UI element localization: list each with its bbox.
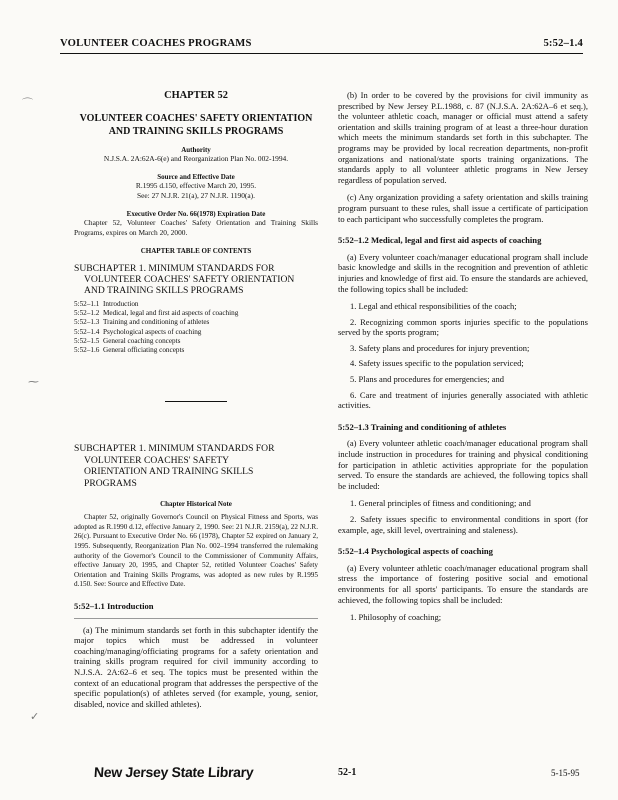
subchapter-title-line1: SUBCHAPTER 1. MINIMUM STANDARDS FOR [74,443,275,455]
section-divider [165,401,227,402]
chapter-title [74,112,318,138]
source-line1: R.1995 d.150, effective March 20, 1995. [135,181,257,190]
toc-subchapter-line1: SUBCHAPTER 1. MINIMUM STANDARDS FOR [74,263,275,274]
toc-item[interactable] [74,337,318,346]
subchapter-title-line4: PROGRAMS [84,477,137,489]
section-1-1-para-c: (c) Any organization providing a safety orientation and skills training program pursuant to these rules, shall issue a certificate of participation to each participant who successfully completes the program. [338,192,588,224]
section-rule [74,618,318,619]
running-header-section: 5:52–1.4 [543,38,583,49]
section-1-3-para-a: (a) Every volunteer athletic coach/manager educational program shall include instruction in procedures for training and physical conditioning for participation in athletic activities appropriate for the population served. To ensure the standards are achieved, the following topics shall be included: [338,438,588,491]
toc-subchapter-line2: VOLUNTEER COACHES' SAFETY ORIENTATION [84,274,295,285]
section-1-2-para-a: (a) Every volunteer coach/manager educational program shall include basic knowledge and skills in the recognition and prevention of athletic injuries and knowledge of first aid. To ensure the standards are achieved, the following topics shall be included: [338,251,588,294]
toc-item-title: Introduction [103,300,139,308]
list-item: 5. Plans and procedures for emergencies; and [350,374,504,385]
toc-subchapter-title [74,263,318,296]
toc-item[interactable] [74,309,318,318]
toc-item[interactable] [74,328,318,337]
toc-item-number: 5:52–1.3 [74,318,100,327]
page-number: 52-1 [338,767,357,778]
page-date: 5-15-95 [551,768,580,778]
eo-label: Executive Order No. 66(1978) Expiration Date [126,210,266,218]
section-heading-1-1: 5:52–1.1 Introduction [74,600,154,611]
historical-note-text: Chapter 52, originally Governor's Council on Physical Fitness and Sports, was adopted as R.1990 d.12, effective January 2, 1990. See: 21 N.J.R. 2159(a), 22 N.J.R. 26(c). Pursuant to Executive Order No. 66 (1978), Chapter 52 expired on January 2, 1995. Subsequently, Reorganization Plan No. 002–1994 transferred the rulemaking authority of the Governor's Council to the Commissioner of Community Affairs, effective January 20, 1995, and Chapter 52, retitled Volunteer Coaches' Safety Orientation and Training Skills Programs, was adopted as new rules by R.1995 d.150. See: Source and Effective Date. [74,513,318,589]
header-rule [60,53,583,54]
left-column [74,90,318,716]
margin-mark-icon: ⁓ [28,376,39,388]
authority-label: Authority [181,146,211,154]
toc-item-number: 5:52–1.4 [74,327,100,336]
section-heading-1-4: 5:52–1.4 Psychological aspects of coaching [338,546,493,557]
toc-item-title: Medical, legal and first aid aspects of coaching [103,309,239,318]
toc-list [74,300,318,355]
section-1-4-para-a: (a) Every volunteer athletic coach/manager educational program shall stress the importance of fostering positive social and emotional environments for all sports' participants. To ensure the standards are achieved, the following topics shall be included: [338,562,588,605]
list-item: 6. Care and treatment of injuries generally associated with athletic activities. [338,389,588,411]
list-item: 2. Recognizing common sports injuries specific to the populations served by the sports program; [338,316,588,338]
running-header [60,38,583,49]
section-heading-1-3: 5:52–1.3 Training and conditioning of athletes [338,421,507,432]
right-column [338,90,588,628]
toc-item[interactable] [74,318,318,327]
chapter-number: CHAPTER 52 [164,90,228,101]
source-label: Source and Effective Date [157,173,235,181]
toc-item-title: Psychological aspects of coaching [103,327,202,336]
eo-text: Chapter 52, Volunteer Coaches' Safety Orientation and Training Skills Programs, expires on March 20, 2000. [74,218,318,237]
margin-mark-icon: ⌒ [22,98,33,110]
toc-item[interactable] [74,346,318,355]
toc-item-number: 5:52–1.5 [74,336,100,345]
section-heading-1-2: 5:52–1.2 Medical, legal and first aid aspects of coaching [338,235,542,246]
section-1-1-para-b: (b) In order to be covered by the provisions for civil immunity as prescribed by New Jersey P.L.1988, c. 87 (N.J.S.A. 2A:62A–6 et seq.), the volunteer athletic coach, manager or official must attend a safety orientation and skills training program of at least a three-hour duration which meets the minimum standards set forth in this subchapter. The programs may be provided by local recreation departments, non-profit organizations and national/state sports training organizations. The standards apply to all volunteer athletic programs in New Jersey regardless of population served. [338,90,588,185]
list-item: 1. General principles of fitness and conditioning; and [350,498,531,509]
toc-heading: CHAPTER TABLE OF CONTENTS [140,247,252,255]
historical-note-label: Chapter Historical Note [160,500,232,509]
list-item: 3. Safety plans and procedures for injury prevention; [350,342,530,353]
chapter-title-line1: VOLUNTEER COACHES' SAFETY ORIENTATION [79,113,313,124]
toc-item-title: General coaching concepts [103,336,181,345]
toc-item-number: 5:52–1.6 [74,346,100,355]
subchapter-title [74,443,318,489]
toc-item-title: General officiating concepts [103,346,185,355]
authority-text: N.J.S.A. 2A:62A-6(e) and Reorganization Plan No. 002-1994. [103,154,289,163]
subchapter-title-line3: ORIENTATION AND TRAINING SKILLS [84,466,254,478]
source-line2: See: 27 N.J.R. 21(a), 27 N.J.R. 1190(a). [137,191,255,200]
list-item: 2. Safety issues specific to environmental conditions in sport (for example, age, skill level, overtraining and staleness). [338,514,588,535]
chapter-title-line2: AND TRAINING SKILLS PROGRAMS [108,126,284,137]
toc-item[interactable] [74,300,318,309]
toc-subchapter-line3: AND TRAINING SKILLS PROGRAMS [84,285,244,296]
toc-item-number: 5:52–1.2 [74,309,100,318]
subchapter-title-line2: VOLUNTEER COACHES' SAFETY [84,454,230,466]
list-item: 4. Safety issues specific to the population serviced; [350,358,524,369]
library-stamp: New Jersey State Library [93,764,254,780]
toc-item-number: 5:52–1.1 [74,300,100,308]
list-item: 1. Philosophy of coaching; [350,612,442,623]
running-header-title: VOLUNTEER COACHES PROGRAMS [60,38,252,49]
list-item: 1. Legal and ethical responsibilities of the coach; [350,301,517,312]
section-1-1-para-a: (a) The minimum standards set forth in this subchapter identify the major topics which must be addressed in volunteer coaching/managing/officiating programs for a safety orientation and training skills program required for civil immunity according to N.J.S.A. 2A:62–6 et seq. The topics must be presented within the context of an educational program that addresses the perspective of the specific population(s) of athletes served (for example, young, senior, disabled, novice and skilled athletes). [74,624,318,709]
margin-mark-icon: ✓ [30,711,40,723]
toc-item-title: Training and conditioning of athletes [103,318,210,327]
